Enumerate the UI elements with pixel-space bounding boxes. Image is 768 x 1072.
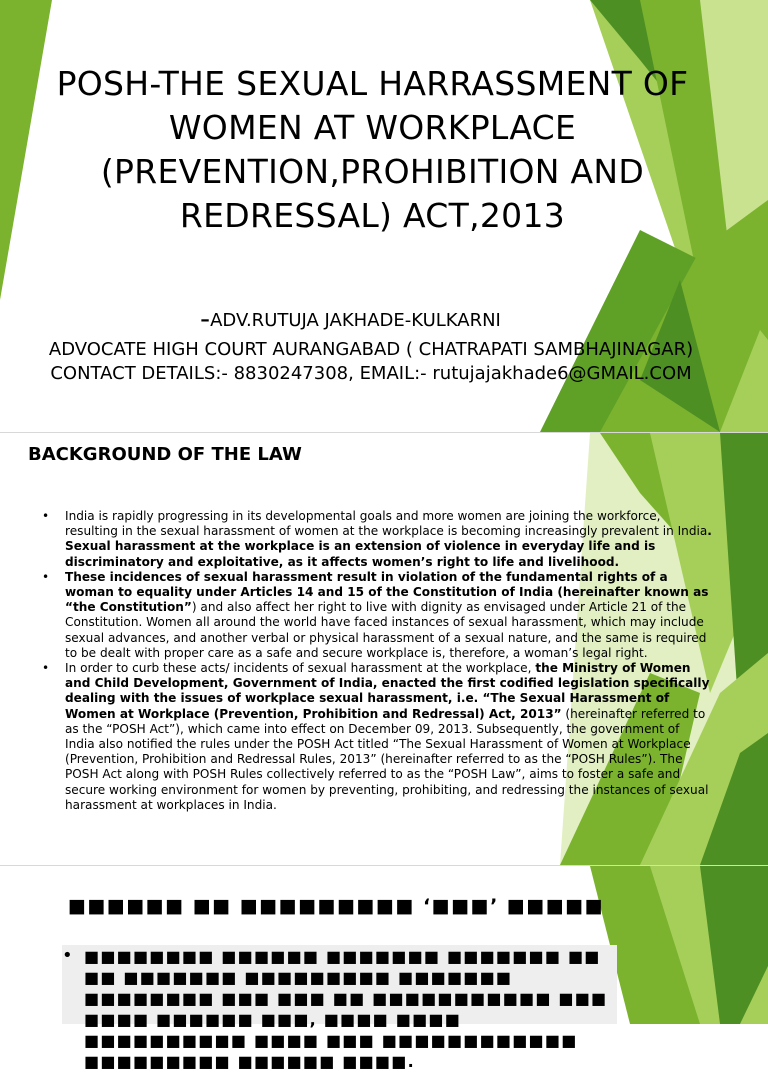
bullet-text: ) and also affect her right to live with dignity as envisaged under Article 21 of the Constitution. Women all around the world have faced instances of sexual harassment, which may include sexual advances, and another verbal or physical harassment of a sexual nature, and the same is required to be dealt with proper care as a safe and secure workplace is, therefore, a woman’s legal right. [65,600,707,660]
bullet-text: India is rapidly progressing in its developmental goals and more women are joining the workforce, resulting in the sexual harassment of women at the workplace is becoming increasingly prevalent in India [65,509,708,539]
bullet-text-bold: . Sexual harassment at the workplace is an extension of violence in everyday life and is discriminatory and exploitative, as it affects women’s right to life and livelihood. [65,524,712,569]
bullet-item [42,570,712,661]
author-name [200,302,501,335]
bullet-text-bold: These incidences of sexual harassment result in violation of the fundamental rights of a woman to equality under Articles 14 and 15 of the Constitution of India (hereinafter known as “the Constitution” [65,569,709,615]
bullet-text-bold: the Ministry of Women and Child Development, Government of India, enacted the first codified legislation specifically dealing with the issues of workplace sexual harassment, i.e. “The Sexual Harassment of Women at Workplace (Prevention, Prohibition and Redressal) Act, 2013” [65,661,710,721]
background-bullets [42,509,712,813]
presentation-title: POSH-THE SEXUAL HARRASSMENT OF WOMEN AT WORKPLACE (PREVENTION,PROHIBITION AND REDRESSAL) ACT,2013 [56,64,689,235]
bullet-item [42,661,712,813]
author-text: ADV.RUTUJA JAKHADE-KULKARNI [210,310,501,331]
author-dash: - [200,302,211,335]
author-details [0,338,742,386]
section-heading: BACKGROUND OF THE LAW [28,444,302,465]
bullet-text: (hereinafter referred to as the “POSH Act”), which came into effect on December 09, 2013. Subsequently, the government of India also notified the rules under the POSH Act titled “The Sexual Harassment of Women at Workplace (Prevention, Prohibition and Redressal Rules, 2013” (hereinafter referred to as the “POSH Rules”). The POSH Act along with POSH Rules collectively referred to as the “POSH Law”, aims to foster a safe and secure working environment for women by preventing, prohibiting, and redressing the instances of sexual harassment at workplaces in India. [65,706,709,812]
bullet-text: In order to curb these acts/ incidents of sexual harassment at the workplace, [65,661,536,676]
court-line: ADVOCATE HIGH COURT AURANGABAD ( CHATRAPATI SAMBHAJINAGAR) [48,339,694,360]
marathi-heading: ■■■■■■ ■■ ■■■■■■■■■ ‘■■■’ ■■■■■ [68,895,605,917]
contact-line: CONTACT DETAILS:- 8830247308, EMAIL:- rutujajakhade6@GMAIL.COM [50,363,692,384]
bullet-marker: • [62,945,73,966]
marathi-paragraph: ■■■■■■■■ ■■■■■■ ■■■■■■■ ■■■■■■■ ■■ ■■ ■■■■■■■ ■■■■■■■■■ ■■■■■■■ ■■■■■■■■ ■■■ ■■■ ■■ ■■■■■■■■■■■ ■■■ ■■■■ ■■■■■■ ■■■, ■■■■ ■■■■ ■■■■■■■■■■ ■■■■ ■■■ ■■■■■■■■■■■■ ■■■■■■■■■ ■■■■■■ ■■■■. [84,947,608,1071]
bullet-item [42,509,712,570]
title-slide [0,0,768,432]
